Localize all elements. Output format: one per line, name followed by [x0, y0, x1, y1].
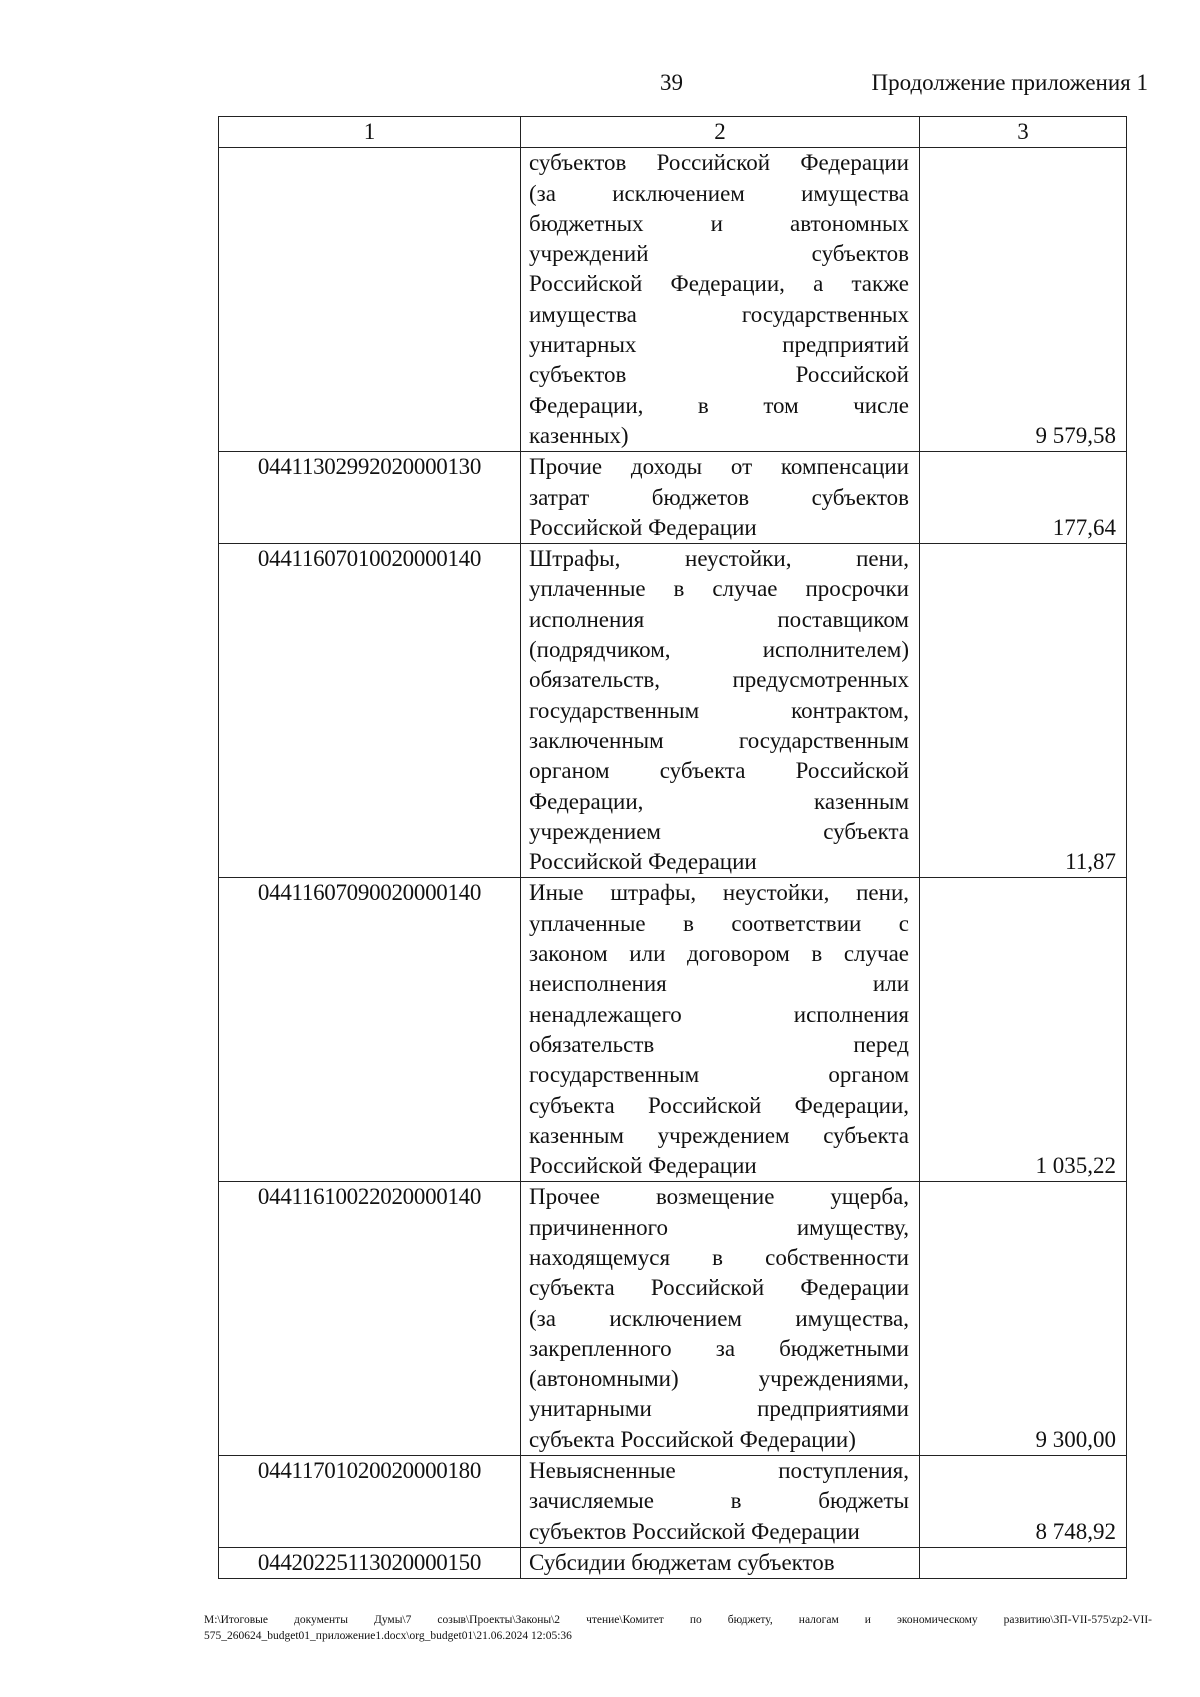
budget-code: 04411302992020000130 — [257, 454, 482, 480]
budget-code-cell — [219, 1547, 521, 1578]
page-number: 39 — [660, 70, 683, 95]
description-line: Российской Федерации — [529, 514, 757, 540]
description-line: исполнения поставщиком — [529, 606, 909, 632]
amount-cell: 1 035,22 — [920, 878, 1127, 1182]
description-line: (подрядчиком, исполнителем) — [529, 637, 909, 663]
budget-code-cell — [219, 878, 521, 1182]
description-line: обязательств, предусмотренных — [529, 667, 909, 693]
budget-code: 04411610022020000140 — [257, 1184, 482, 1210]
description-cell — [521, 878, 920, 1182]
budget-code: 04420225113020000150 — [257, 1549, 482, 1575]
continuation-label: Продолжение приложения 1 — [871, 70, 1148, 95]
description-line: ненадлежащего исполнения — [529, 1001, 909, 1027]
description-line: заключенным государственным — [529, 727, 909, 753]
description-cell — [521, 544, 920, 878]
description-line: (автономными) учреждениями, — [529, 1366, 909, 1392]
description-line: уплаченные в случае просрочки — [529, 576, 909, 602]
description-line: органом субъекта Российской — [529, 758, 909, 784]
amount-cell: 177,64 — [920, 452, 1127, 544]
description-cell — [521, 1182, 920, 1456]
table-row — [219, 1456, 1127, 1548]
description-line: субъектов Российской — [529, 362, 909, 388]
budget-table — [218, 116, 1127, 1579]
description-line: государственным органом — [529, 1062, 909, 1088]
description-line: учреждений субъектов — [529, 241, 909, 267]
file-path-footer: M:\Итоговые документы Думы\7 созыв\Проекты\Законы\2 чтение\Комитет по бюджету, налогам и экономическому развитию\ЗП-VII-575\zp2-VII-575_260624_budget01_приложение1.docx\org_budget01\21.06.2024 12:05:36 — [204, 1614, 1152, 1642]
table-row — [219, 544, 1127, 878]
amount-cell: 9 579,58 — [920, 148, 1127, 452]
description-cell — [521, 148, 920, 452]
budget-code-cell — [219, 1182, 521, 1456]
description-line: Штрафы, неустойки, пени, — [529, 546, 909, 572]
description-line: Федерации, в том числе — [529, 392, 909, 418]
description-line: Российской Федерации — [529, 1153, 757, 1179]
description-line: зачисляемые в бюджеты — [529, 1488, 909, 1514]
description-line: унитарными предприятиями — [529, 1396, 909, 1422]
budget-code: 04411701020020000180 — [257, 1458, 482, 1484]
description-line: закрепленного за бюджетными — [529, 1335, 909, 1361]
amount-cell: 9 300,00 — [920, 1182, 1127, 1456]
table-header-row — [219, 117, 1127, 148]
description-line: субъектов Российской Федерации — [529, 150, 909, 176]
description-cell — [521, 1456, 920, 1548]
description-line: Иные штрафы, неустойки, пени, — [529, 880, 909, 906]
description-line: находящемуся в собственности — [529, 1244, 909, 1270]
column-header-1: 1 — [219, 117, 521, 148]
column-header-3: 3 — [920, 117, 1127, 148]
budget-code-cell — [219, 148, 521, 452]
description-line: субъектов Российской Федерации — [529, 1518, 860, 1544]
amount-cell — [920, 1547, 1127, 1578]
description-line: Российской Федерации — [529, 849, 757, 875]
table-row — [219, 452, 1127, 544]
column-header-2: 2 — [521, 117, 920, 148]
description-line: субъекта Российской Федерации) — [529, 1426, 856, 1452]
description-line: причиненного имуществу, — [529, 1214, 909, 1240]
description-line: имущества государственных — [529, 301, 909, 327]
table-row — [219, 1182, 1127, 1456]
description-line: уплаченные в соответствии с — [529, 910, 909, 936]
description-line: законом или договором в случае — [529, 941, 909, 967]
description-line: неисполнения или — [529, 971, 909, 997]
table-row — [219, 148, 1127, 452]
budget-code-cell — [219, 1456, 521, 1548]
description-line: Российской Федерации, а также — [529, 271, 909, 297]
amount-cell: 11,87 — [920, 544, 1127, 878]
budget-code: 04411607010020000140 — [257, 546, 482, 572]
table-row — [219, 878, 1127, 1182]
description-line: (за исключением имущества, — [529, 1305, 909, 1331]
description-line: Невыясненные поступления, — [529, 1458, 909, 1484]
description-cell — [521, 1547, 920, 1578]
description-line: (за исключением имущества — [529, 180, 909, 206]
description-line: субъекта Российской Федерации — [529, 1275, 909, 1301]
description-line: затрат бюджетов субъектов — [529, 484, 909, 510]
description-line: бюджетных и автономных — [529, 210, 909, 236]
description-cell — [521, 452, 920, 544]
description-line: Прочее возмещение ущерба, — [529, 1184, 909, 1210]
budget-code: 04411607090020000140 — [257, 880, 482, 906]
description-line: государственным контрактом, — [529, 697, 909, 723]
description-line: учреждением субъекта — [529, 818, 909, 844]
table-row — [219, 1547, 1127, 1578]
description-line: Прочие доходы от компенсации — [529, 454, 909, 480]
amount-cell: 8 748,92 — [920, 1456, 1127, 1548]
description-line: Субсидии бюджетам субъектов — [529, 1549, 835, 1575]
description-line: обязательств перед — [529, 1031, 909, 1057]
description-line: казенным учреждением субъекта — [529, 1122, 909, 1148]
description-line: унитарных предприятий — [529, 332, 909, 358]
description-line: Федерации, казенным — [529, 788, 909, 814]
budget-code-cell — [219, 544, 521, 878]
description-line: субъекта Российской Федерации, — [529, 1092, 909, 1118]
description-line: казенных) — [529, 422, 629, 448]
budget-code-cell — [219, 452, 521, 544]
